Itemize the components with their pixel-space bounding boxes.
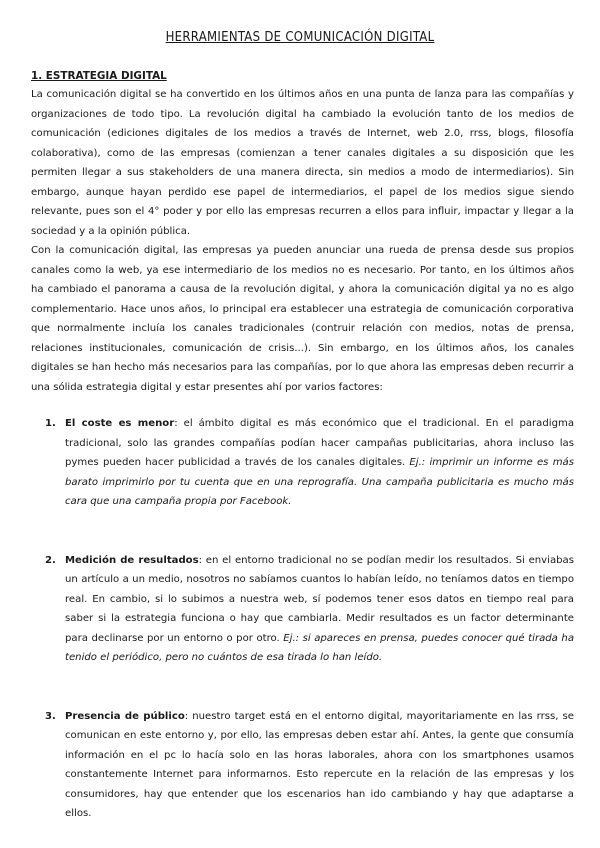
list-item	[45, 707, 574, 824]
list-item-text: : nuestro target está en el entorno digital, mayoritariamente en las rrss, se comunican en este entorno y, por ello, las empresas deben estar ahí. Antes, la gente que consumía información en el pc lo hacía solo en las horas laborales, ahora con los smartphones usamos constantemente Internet para informarnos. Esto repercute en la relación de las empresas y los consumidores, hay que entender que los escenarios han ido cambiando y hay que adaptarse a ellos.	[65, 710, 574, 819]
list-item-text: : el ámbito digital es más económico que el tradicional. En el paradigma tradicional, solo las grandes compañías podían hacer campañas publicitarias, ahora incluso las pymes pueden hacer publicidad a través de los canales digitales.	[65, 418, 575, 468]
page-title: HERRAMIENTAS DE COMUNICACIÓN DIGITAL	[165, 30, 435, 45]
list-item-example: Ej.: si apareces en prensa, puedes conocer qué tirada ha tenido el periódico, pero no cuántos de esa tirada lo han leído.	[65, 632, 574, 663]
section-heading: 1. ESTRATEGIA DIGITAL	[31, 70, 167, 82]
list-item	[45, 414, 574, 512]
list-number: 3.	[45, 710, 56, 722]
paragraph-2: Con la comunicación digital, las empresas ya pueden anunciar una rueda de prensa desde sus propios canales como la web, ya ese intermediario de los medios no es necesario. Por tanto, en los últimos años ha cambiado el panorama a causa de la revolución digital, y ahora la comunicación digital ya no es algo complementario. Hace unos años, lo principal era establecer una estrategia de comunicación corporativa que normalmente incluía los canales tradicionales (contruir relación con medios, notas de prensa, relaciones institucionales, comunicación de crisis...). Sin embargo, en los últimos años, los canales digitales se han hecho más necesarios para las compañías, por lo que ahora las empresas deben recurrir a una sólida estrategia digital y estar presentes ahí por varios factores:	[31, 245, 574, 393]
list-number: 1.	[45, 418, 56, 429]
list-item-lead: El coste es menor	[65, 418, 175, 429]
list-item	[45, 551, 574, 668]
list-item-text: : en el entorno tradicional no se podían medir los resultados. Si enviabas un artículo a un medio, nosotros no sabíamos cuantos lo habían leído, no teníamos datos en tiempo real. En cambio, si lo subimos a nuestra web, sí podemos tener esos datos en tiempo real para saber si la estrategia funciona o hay que cambiarla. Medir resultados es un factor determinante para declinarse por un entorno o por otro.	[65, 554, 575, 644]
list-item-lead: Medición de resultados	[65, 554, 199, 566]
list-number: 2.	[45, 554, 56, 566]
factors-list	[45, 414, 574, 824]
paragraph-1: La comunicación digital se ha convertido en los últimos años en una punta de lanza para las compañías y organizaciones de todo tipo. La revolución digital ha cambiado la evolución tanto de los medios de comunicación (ediciones digitales de los medios a través de Internet, web 2.0, rrss, blogs, filosofía colaborativa), como de las empresas (comienzan a tener canales digitales a su disposición que les permiten llegar a sus stakeholders de una manera directa, sin medios a modo de intermediarios). Sin embargo, aunque hayan perdido ese papel de intermediarios, el papel de los medios sigue siendo relevante, pues son el 4° poder y por ello las empresas recurren a ellos para influir, impactar y llegar a la sociedad y a la opinión pública.	[31, 89, 574, 237]
list-item-lead: Presencia de público	[65, 710, 185, 722]
list-item-example: Ej.: imprimir un informe es más barato imprimirlo por tu cuenta que en una reprografía. Una campaña publicitaria es mucho más cara que una campaña propia por Facebook.	[65, 457, 574, 507]
